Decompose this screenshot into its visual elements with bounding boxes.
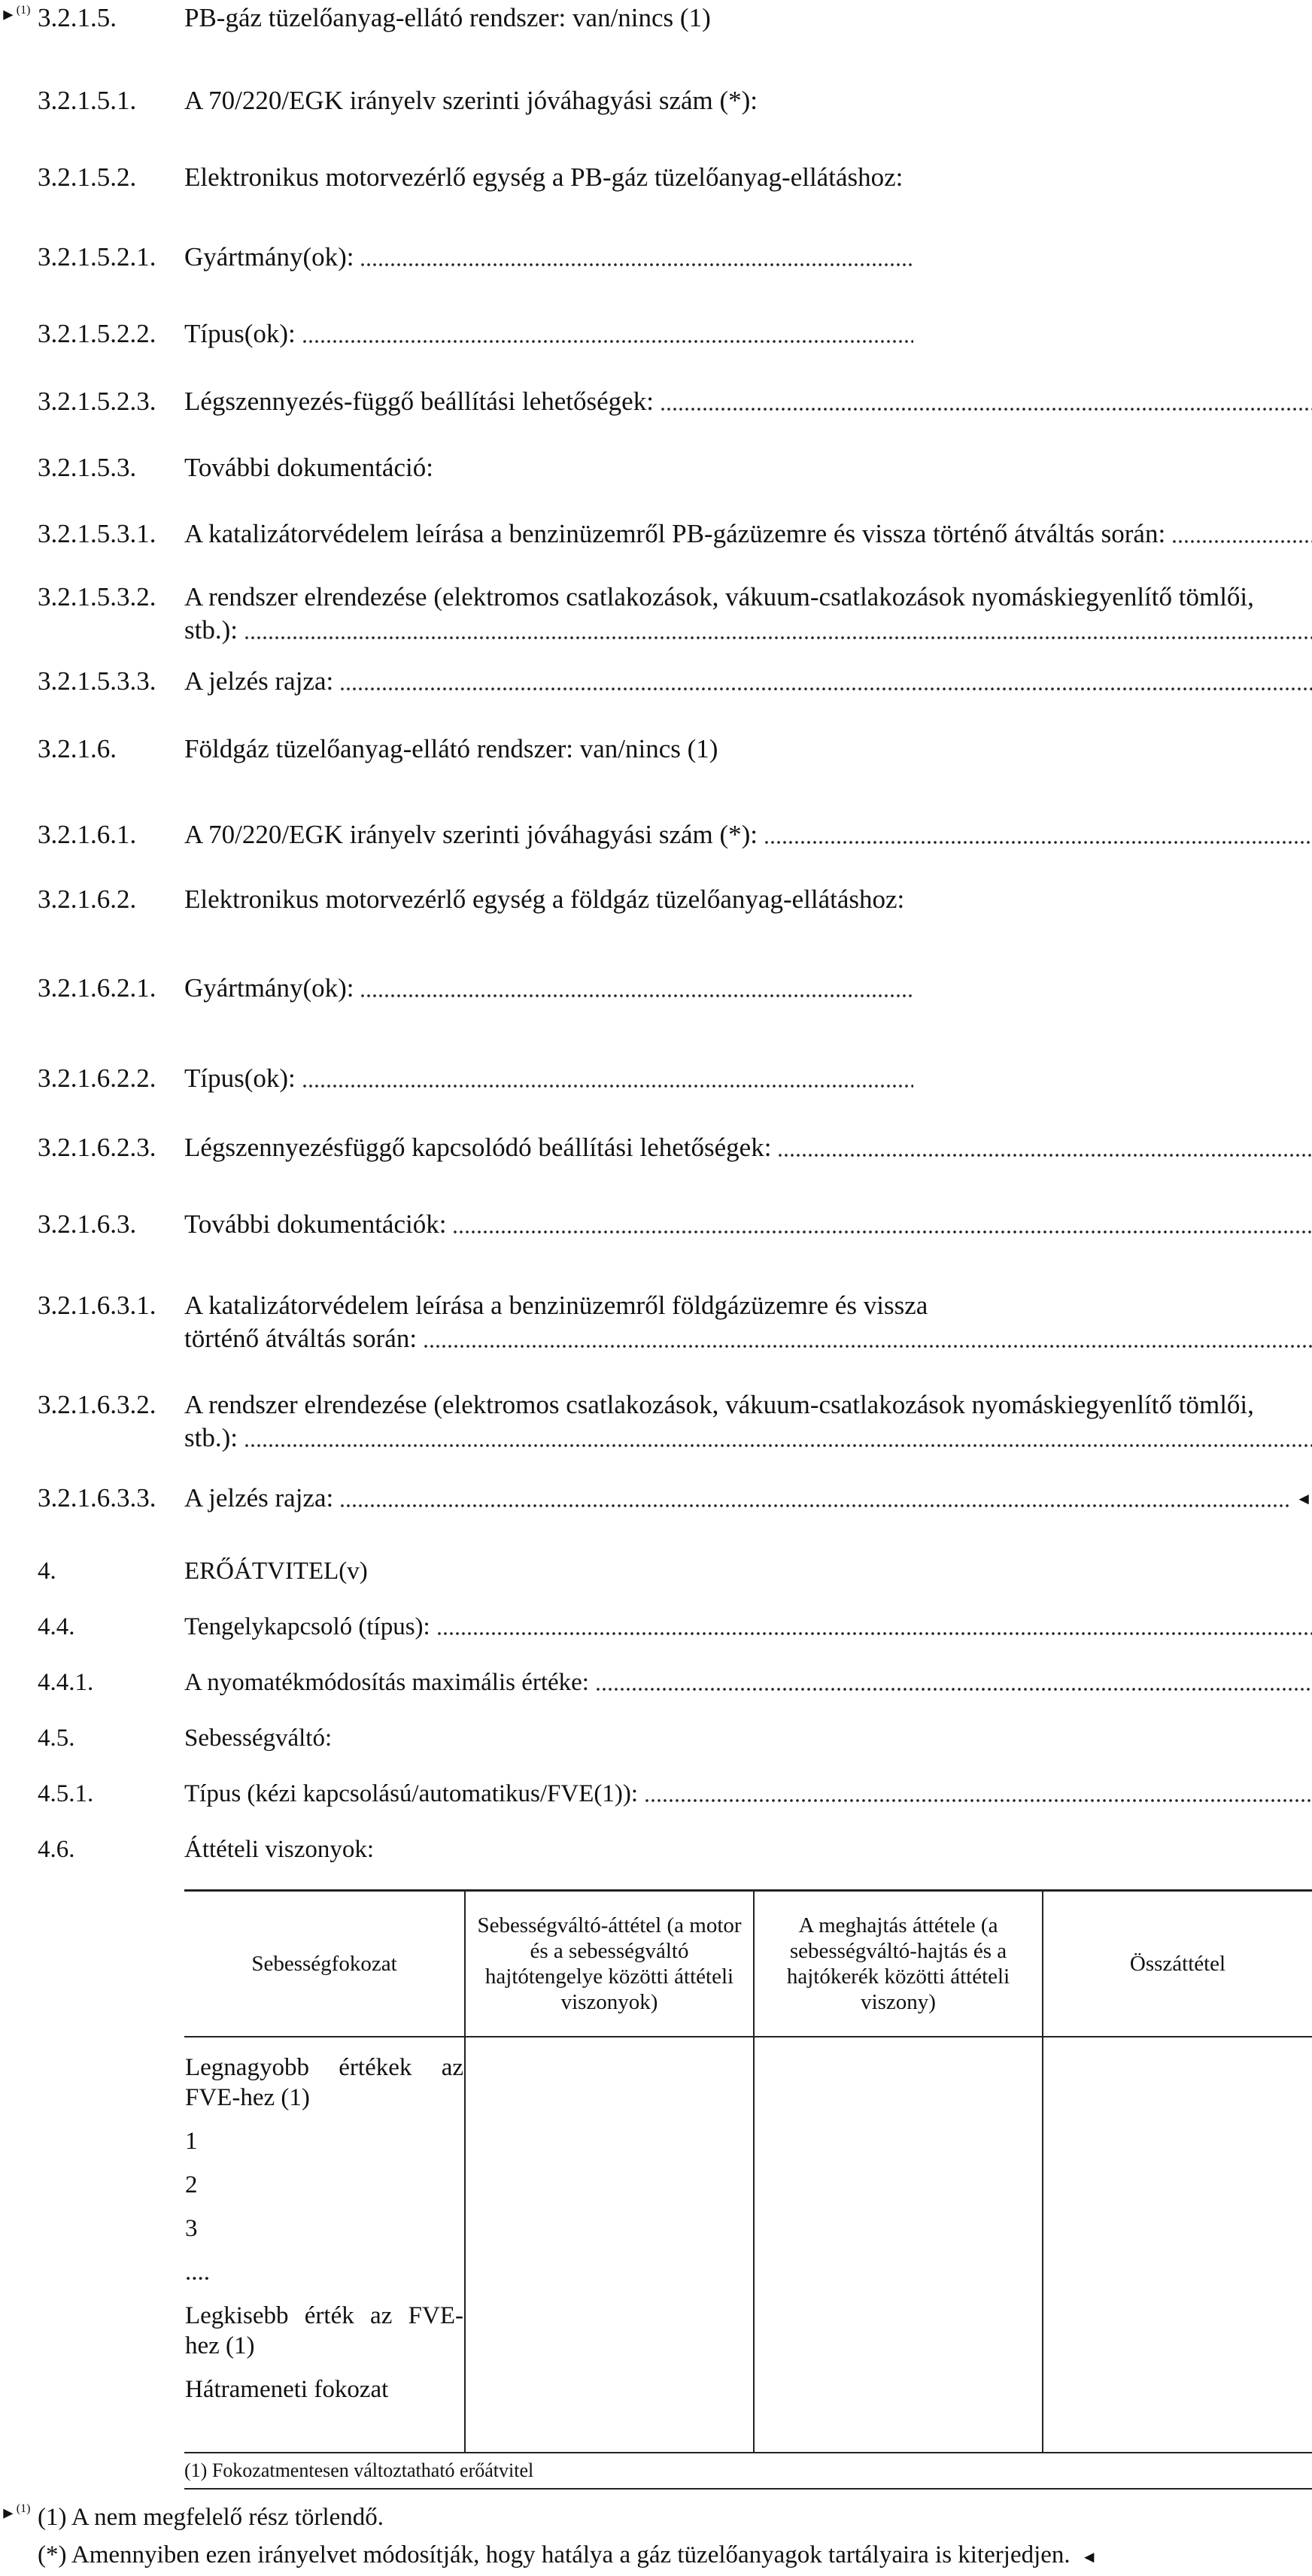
item-text: A rendszer elrendezése (elektromos csatlakozások, vákuum-csatlakozások nyomáskiegyenlítő tömlői, <box>184 582 1254 611</box>
leader-dots <box>339 1504 1289 1507</box>
leader-dots <box>452 1230 1312 1233</box>
item-text: A jelzés rajza: <box>184 666 334 696</box>
leader-dots <box>244 636 1312 639</box>
item-number: 3.2.1.6.2.3. <box>38 1133 156 1162</box>
item-number: 3.2.1.6.3.1. <box>38 1291 156 1320</box>
item-number: 3.2.1.5.1. <box>38 86 137 115</box>
gear-row-label: 2 <box>185 2171 198 2198</box>
leader-dots <box>360 263 913 266</box>
leader-dots <box>302 1085 913 1088</box>
item-3-2-1-6-3-2-cont <box>0 1420 1312 1453</box>
item-text: Gyártmány(ok): <box>184 242 354 272</box>
gear-row-label: .... <box>185 2259 210 2286</box>
leader-dots <box>360 994 913 997</box>
leader-dots <box>777 1154 1312 1157</box>
item-text: További dokumentációk: <box>184 1209 447 1239</box>
item-text: Áttételi viszonyok: <box>184 1836 375 1863</box>
item-3-2-1-5-2 <box>0 159 1312 193</box>
item-number: 3.2.1.6.2.2. <box>38 1063 156 1093</box>
item-4-5-1 <box>0 1775 1312 1808</box>
item-3-2-1-6-3-3 <box>0 1480 1312 1513</box>
item-number: 3.2.1.6.2.1. <box>38 973 156 1003</box>
item-text: A 70/220/EGK irányelv szerinti jóváhagyási szám (*): <box>184 86 758 115</box>
gear-row-label: 1 <box>185 2128 198 2155</box>
end-marker: ◄ <box>1295 1489 1312 1508</box>
item-3-2-1-5-2-3 <box>0 384 1312 417</box>
header-total-ratio: Összáttétel <box>1043 1891 1312 2037</box>
leader-dots <box>1171 540 1312 543</box>
item-text: Típus (kézi kapcsolású/automatikus/FVE(1)): <box>184 1780 639 1807</box>
item-3-2-1-5-3-2-cont <box>0 612 1312 645</box>
item-text: PB-gáz tüzelőanyag-ellátó rendszer: van/nincs (1) <box>184 3 711 32</box>
footnote-1: (1) A nem megfelelő rész törlendő. <box>38 2504 384 2531</box>
table-footnote: (1) Fokozatmentesen változtatható erőátvitel <box>184 2453 1312 2489</box>
item-text: A 70/220/EGK irányelv szerinti jóváhagyási szám (*): <box>184 820 758 849</box>
item-text: Tengelykapcsoló (típus): <box>184 1613 430 1640</box>
leader-dots <box>339 687 1312 690</box>
item-text: Típus(ok): <box>184 1063 296 1093</box>
item-number: 3.2.1.6.2. <box>38 884 137 914</box>
footnote-star: (*) Amennyiben ezen irányelvet módosítják, hogy hatálya a gáz tüzelőanyagok tartályaira is kiterjedjen. ◄ <box>38 2541 1098 2568</box>
item-3-2-1-5-3-3 <box>0 663 1312 696</box>
item-number: 3.2.1.5.3.3. <box>38 666 156 696</box>
item-number: 4.5.1. <box>38 1780 94 1807</box>
footnotes <box>38 2499 1098 2576</box>
item-number: 3.2.1.6.3.3. <box>38 1483 156 1513</box>
item-text: Légszennyezés-függő beállítási lehetőségek: <box>184 387 654 416</box>
item-number: 3.2.1.5.2. <box>38 162 137 192</box>
amendment-marker-top: ►$^{(1)}$ <box>0 4 31 24</box>
gearbox-ratio-cell <box>465 2037 754 2453</box>
item-3-2-1-5-2-2 <box>0 316 1312 349</box>
leader-dots <box>644 1799 1312 1802</box>
item-number: 3.2.1.6.3. <box>38 1209 137 1239</box>
table-footnote-row <box>184 2453 1312 2489</box>
item-4-4-1 <box>0 1664 1312 1697</box>
item-4 <box>0 1552 1312 1585</box>
header-final-drive-ratio: A meghajtás áttétele (a sebességváltó-hajtás és a hajtókerék közötti áttételi viszony) <box>754 1891 1043 2037</box>
header-gearbox-ratio: Sebességváltó-áttétel (a motor és a sebességváltó hajtótengelye közötti áttételi viszonyok) <box>465 1891 754 2037</box>
item-text: A katalizátorvédelem leírása a benzinüzemről földgázüzemre és vissza <box>184 1291 928 1320</box>
item-3-2-1-5-3-2 <box>0 579 1312 612</box>
item-3-2-1-6-2-3 <box>0 1130 1312 1163</box>
gear-row-label: 3 <box>185 2215 198 2242</box>
item-3-2-1-5-3 <box>0 450 1312 483</box>
item-3-2-1-6-3-1-cont <box>0 1321 1312 1354</box>
final-drive-ratio-cell <box>754 2037 1043 2453</box>
item-number: 3.2.1.5.2.3. <box>38 387 156 416</box>
item-number: 3.2.1.5.2.2. <box>38 319 156 348</box>
item-number: 3.2.1.5. <box>38 3 117 32</box>
table-body-row <box>184 2037 1312 2453</box>
item-3-2-1-5 <box>0 0 1312 33</box>
end-marker: ◄ <box>1080 2547 1098 2566</box>
item-text: A katalizátorvédelem leírása a benzinüzemről PB-gázüzemre és vissza történő átváltás során: <box>184 519 1166 548</box>
item-4-6 <box>0 1831 1312 1864</box>
item-number: 4.4.1. <box>38 1669 94 1696</box>
item-text-cont: történő átváltás során: <box>184 1324 418 1353</box>
item-3-2-1-6-2 <box>0 881 1312 915</box>
item-number: 4.6. <box>38 1836 75 1863</box>
item-number: 3.2.1.5.3.1. <box>38 519 156 548</box>
item-3-2-1-6-1 <box>0 817 1312 850</box>
item-text: Típus(ok): <box>184 319 296 348</box>
item-3-2-1-5-2-1 <box>0 239 1312 272</box>
gear-ratio-table <box>184 1889 1312 2490</box>
item-text: Elektronikus motorvezérlő egység a földgáz tüzelőanyag-ellátáshoz: <box>184 884 905 914</box>
item-number: 4. <box>38 1558 56 1585</box>
gear-row-label: Hátrameneti fokozat <box>185 2376 389 2403</box>
leader-dots <box>764 841 1312 844</box>
item-text: Földgáz tüzelőanyag-ellátó rendszer: van/nincs (1) <box>184 734 718 763</box>
item-3-2-1-6-2-1 <box>0 970 1312 1003</box>
item-text: A jelzés rajza: <box>184 1483 334 1513</box>
item-text: Gyártmány(ok): <box>184 973 354 1003</box>
item-number: 3.2.1.6.3.2. <box>38 1390 156 1419</box>
header-gear: Sebességfokozat <box>184 1891 465 2037</box>
item-4-5 <box>0 1719 1312 1752</box>
item-text-cont: stb.): <box>184 1423 238 1452</box>
item-3-2-1-6-3 <box>0 1206 1312 1239</box>
total-ratio-cell <box>1043 2037 1312 2453</box>
gear-labels-cell <box>184 2037 465 2453</box>
item-3-2-1-5-3-1 <box>0 516 1312 549</box>
item-3-2-1-6-3-1 <box>0 1288 1312 1321</box>
item-number: 3.2.1.6.1. <box>38 820 137 849</box>
leader-dots <box>302 340 913 343</box>
item-number: 3.2.1.6. <box>38 734 117 763</box>
gear-row-label: Legnagyobb értékek az FVE-hez (1) <box>185 2054 463 2111</box>
item-number: 3.2.1.5.2.1. <box>38 242 156 272</box>
item-text: Légszennyezésfüggő kapcsolódó beállítási lehetőségek: <box>184 1133 772 1162</box>
item-3-2-1-6-2-2 <box>0 1060 1312 1094</box>
leader-dots <box>244 1444 1312 1447</box>
leader-dots <box>595 1688 1312 1691</box>
item-number: 4.4. <box>38 1613 75 1640</box>
leader-dots <box>423 1345 1312 1348</box>
item-text: További dokumentáció: <box>184 453 433 482</box>
leader-dots <box>660 408 1312 411</box>
item-text: ERŐÁTVITEL(v) <box>184 1558 368 1585</box>
item-number: 4.5. <box>38 1725 75 1752</box>
item-text: A rendszer elrendezése (elektromos csatlakozások, vákuum-csatlakozások nyomáskiegyenlítő tömlői, <box>184 1390 1254 1419</box>
item-number: 3.2.1.5.3.2. <box>38 582 156 611</box>
item-4-4 <box>0 1608 1312 1641</box>
item-text-cont: stb.): <box>184 615 238 645</box>
item-text: Sebességváltó: <box>184 1725 333 1752</box>
amendment-marker-bottom: ►$^{(1)}$ <box>0 2502 31 2523</box>
item-text: A nyomatékmódosítás maximális értéke: <box>184 1669 589 1696</box>
item-number: 3.2.1.5.3. <box>38 453 137 482</box>
table-header-row <box>184 1891 1312 2037</box>
item-3-2-1-5-1 <box>0 83 1312 116</box>
item-text: Elektronikus motorvezérlő egység a PB-gáz tüzelőanyag-ellátáshoz: <box>184 162 904 192</box>
item-3-2-1-6-3-2 <box>0 1387 1312 1420</box>
gear-row-label: Legkisebb érték az FVE-hez (1) <box>185 2302 463 2359</box>
item-3-2-1-6 <box>0 731 1312 764</box>
leader-dots <box>436 1632 1312 1635</box>
